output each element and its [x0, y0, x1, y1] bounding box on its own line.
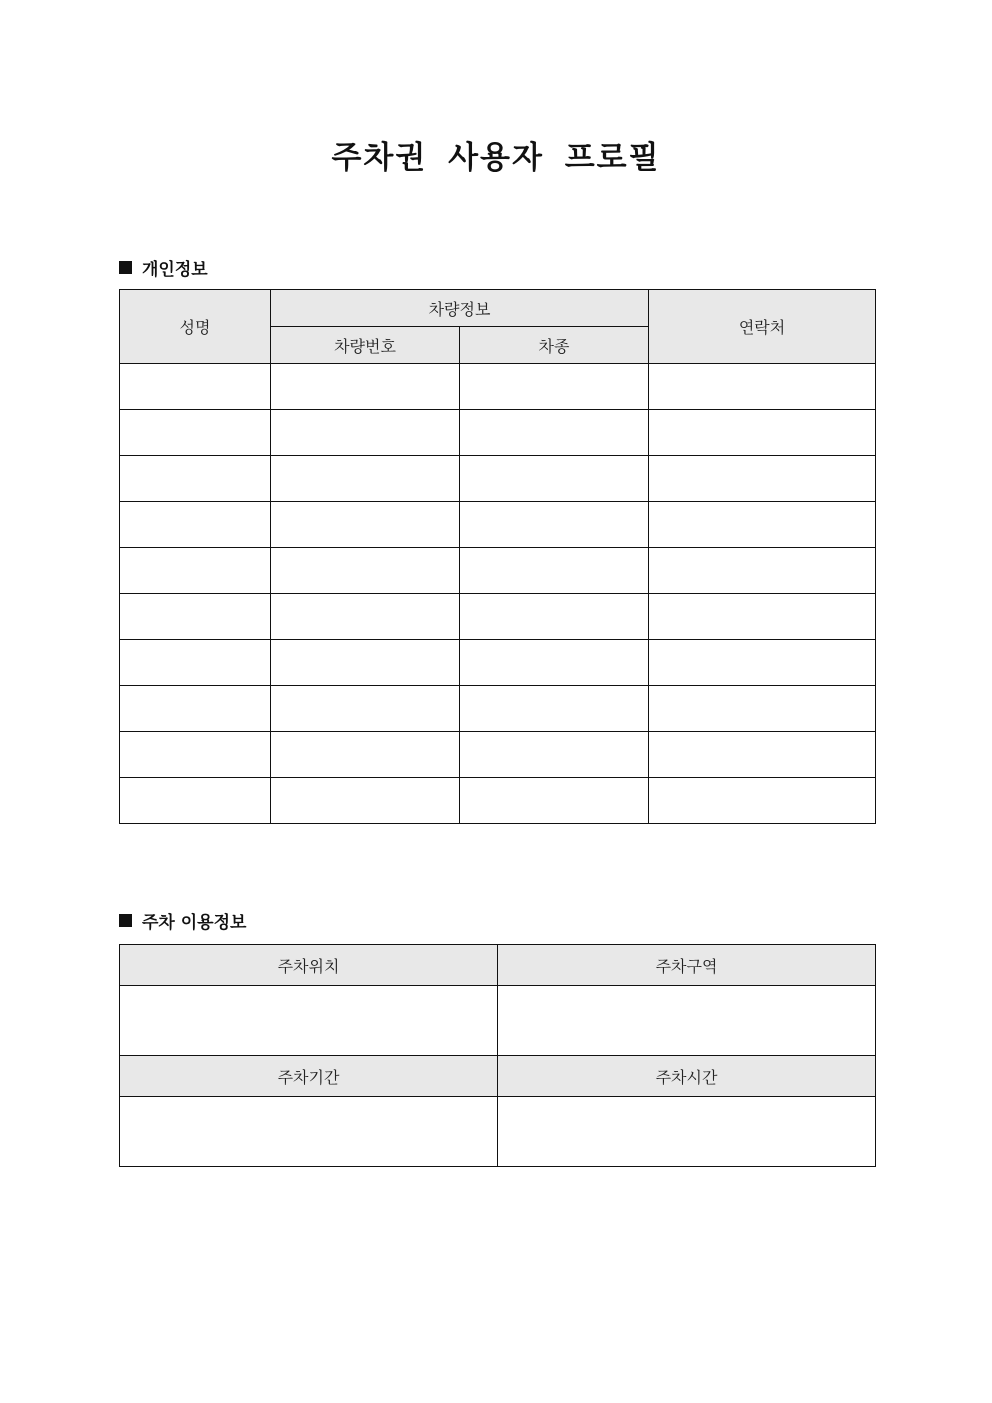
header-plate-number: 차량번호 — [271, 327, 460, 364]
name-cell[interactable] — [120, 778, 271, 824]
name-cell[interactable] — [120, 364, 271, 410]
plate-number-cell[interactable] — [271, 778, 460, 824]
header-name: 성명 — [120, 290, 271, 364]
personal-info-table — [119, 289, 876, 824]
table-row — [120, 640, 876, 686]
contact-cell[interactable] — [649, 502, 876, 548]
car-model-cell[interactable] — [460, 686, 649, 732]
table-row — [120, 732, 876, 778]
name-cell[interactable] — [120, 686, 271, 732]
car-model-cell[interactable] — [460, 502, 649, 548]
plate-number-cell[interactable] — [271, 364, 460, 410]
table-row — [120, 502, 876, 548]
name-cell[interactable] — [120, 732, 271, 778]
name-cell[interactable] — [120, 594, 271, 640]
table-row — [120, 410, 876, 456]
name-cell[interactable] — [120, 410, 271, 456]
header-parking-period: 주차기간 — [120, 1056, 498, 1097]
plate-number-cell[interactable] — [271, 548, 460, 594]
table-row — [120, 456, 876, 502]
name-cell[interactable] — [120, 640, 271, 686]
plate-number-cell[interactable] — [271, 640, 460, 686]
parking-location-cell[interactable] — [120, 986, 498, 1056]
table-row — [120, 364, 876, 410]
document-title: 주차권 사용자 프로필 — [331, 140, 661, 176]
car-model-cell[interactable] — [460, 364, 649, 410]
header-parking-location: 주차위치 — [120, 945, 498, 986]
contact-cell[interactable] — [649, 686, 876, 732]
parking-zone-cell[interactable] — [498, 986, 876, 1056]
car-model-cell[interactable] — [460, 778, 649, 824]
parking-time-cell[interactable] — [498, 1097, 876, 1167]
contact-cell[interactable] — [649, 410, 876, 456]
parking-usage-heading-label: 주차 이용정보 — [142, 913, 247, 933]
plate-number-cell[interactable] — [271, 732, 460, 778]
table-row — [120, 686, 876, 732]
car-model-cell[interactable] — [460, 732, 649, 778]
header-car-model: 차종 — [460, 327, 649, 364]
header-parking-time: 주차시간 — [498, 1056, 876, 1097]
plate-number-cell[interactable] — [271, 502, 460, 548]
square-bullet-icon — [119, 914, 132, 927]
name-cell[interactable] — [120, 456, 271, 502]
table-row — [120, 594, 876, 640]
plate-number-cell[interactable] — [271, 594, 460, 640]
header-contact: 연락처 — [649, 290, 876, 364]
plate-number-cell[interactable] — [271, 686, 460, 732]
contact-cell[interactable] — [649, 364, 876, 410]
car-model-cell[interactable] — [460, 410, 649, 456]
parking-period-cell[interactable] — [120, 1097, 498, 1167]
car-model-cell[interactable] — [460, 594, 649, 640]
plate-number-cell[interactable] — [271, 410, 460, 456]
parking-usage-table — [119, 944, 876, 1167]
contact-cell[interactable] — [649, 456, 876, 502]
contact-cell[interactable] — [649, 640, 876, 686]
name-cell[interactable] — [120, 502, 271, 548]
square-bullet-icon — [119, 261, 132, 274]
car-model-cell[interactable] — [460, 640, 649, 686]
contact-cell[interactable] — [649, 594, 876, 640]
parking-usage-heading — [119, 908, 246, 933]
table-row — [120, 548, 876, 594]
name-cell[interactable] — [120, 548, 271, 594]
table-row — [120, 778, 876, 824]
header-vehicle-info: 차량정보 — [271, 290, 649, 327]
car-model-cell[interactable] — [460, 456, 649, 502]
contact-cell[interactable] — [649, 732, 876, 778]
personal-info-heading — [119, 255, 208, 280]
plate-number-cell[interactable] — [271, 456, 460, 502]
contact-cell[interactable] — [649, 548, 876, 594]
contact-cell[interactable] — [649, 778, 876, 824]
car-model-cell[interactable] — [460, 548, 649, 594]
personal-info-heading-label: 개인정보 — [142, 260, 208, 280]
header-parking-zone: 주차구역 — [498, 945, 876, 986]
